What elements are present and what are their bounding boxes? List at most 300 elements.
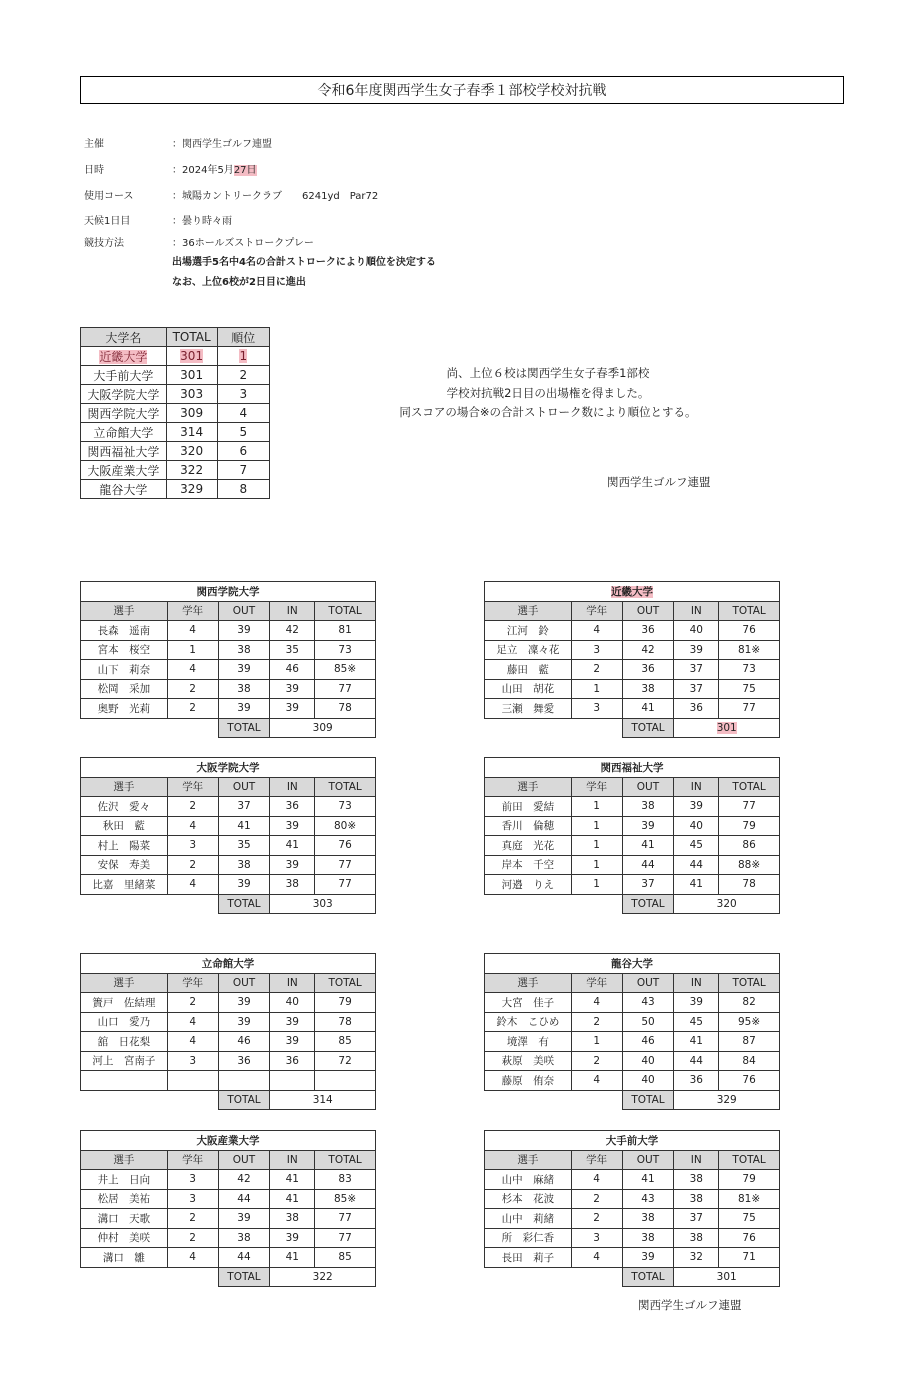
team-name-cell — [485, 1131, 780, 1151]
player-name: 岸本 千空 — [485, 855, 572, 875]
team-total-value-cell — [270, 1267, 376, 1287]
player-row — [485, 1209, 780, 1229]
player-name: 仲村 美咲 — [81, 1228, 168, 1248]
header-in: IN — [270, 973, 315, 993]
player-row — [81, 1248, 376, 1268]
player-grade: 4 — [571, 1248, 622, 1268]
header-total: TOTAL — [719, 777, 780, 797]
team-total-value: 301 — [716, 721, 737, 734]
ranking-row — [81, 366, 270, 385]
player-row — [485, 621, 780, 641]
player-grade: 2 — [571, 1189, 622, 1209]
header-grade: 学年 — [167, 601, 218, 621]
player-grade: 2 — [167, 993, 218, 1013]
team-total-row — [485, 1090, 780, 1110]
player-name: 松岡 采加 — [81, 679, 168, 699]
team-name: 大手前大学 — [605, 1134, 659, 1147]
ranking-rank-cell — [217, 347, 269, 366]
player-grade: 1 — [571, 679, 622, 699]
player-name: 足立 凜々花 — [485, 640, 572, 660]
player-name: 松居 美祐 — [81, 1189, 168, 1209]
player-row — [485, 836, 780, 856]
player-name — [81, 1071, 168, 1091]
player-in: 45 — [674, 1012, 719, 1032]
info-label-format: 競技方法 — [84, 238, 124, 249]
player-grade: 4 — [167, 1248, 218, 1268]
player-out — [218, 1071, 270, 1091]
player-grade: 3 — [167, 1189, 218, 1209]
player-in: 32 — [674, 1248, 719, 1268]
ranking-total: 329 — [166, 480, 217, 499]
player-grade: 4 — [571, 993, 622, 1013]
player-grade: 2 — [167, 1228, 218, 1248]
header-player: 選手 — [81, 777, 168, 797]
player-row — [485, 679, 780, 699]
player-out: 50 — [622, 1012, 674, 1032]
header-out: OUT — [622, 973, 674, 993]
team-header-row — [81, 973, 376, 993]
player-out: 41 — [622, 1170, 674, 1190]
player-row — [485, 1170, 780, 1190]
ranking-school: 立命館大学 — [81, 423, 167, 442]
ranking-total: 320 — [166, 442, 217, 461]
ranking-header-rank: 順位 — [217, 328, 269, 347]
header-out: OUT — [622, 777, 674, 797]
team-table — [80, 757, 376, 914]
info-value-organizer: ：関西学生ゴルフ連盟 — [172, 139, 272, 150]
player-out: 41 — [622, 836, 674, 856]
player-in: 40 — [674, 816, 719, 836]
ranking-row — [81, 385, 270, 404]
team-total-label: TOTAL — [218, 718, 270, 738]
player-in: 38 — [674, 1189, 719, 1209]
player-grade: 2 — [571, 1209, 622, 1229]
player-name: 真庭 光花 — [485, 836, 572, 856]
team-total-label: TOTAL — [622, 1267, 674, 1287]
info-value-format: ：36ホールズストロークプレー — [172, 238, 314, 249]
team-total-row — [485, 894, 780, 914]
player-row — [485, 1051, 780, 1071]
player-out: 38 — [218, 1228, 270, 1248]
player-in: 38 — [674, 1170, 719, 1190]
player-total: 77 — [719, 797, 780, 817]
player-out: 39 — [218, 621, 270, 641]
player-out: 39 — [218, 875, 270, 895]
player-out: 38 — [622, 1228, 674, 1248]
header-player: 選手 — [485, 1150, 572, 1170]
header-out: OUT — [622, 1150, 674, 1170]
player-name: 河上 宮南子 — [81, 1051, 168, 1071]
player-row — [81, 1189, 376, 1209]
player-out: 38 — [218, 855, 270, 875]
header-grade: 学年 — [571, 601, 622, 621]
player-in: 42 — [270, 621, 315, 641]
player-total: 77 — [315, 1228, 376, 1248]
player-row — [81, 1228, 376, 1248]
player-name: 萩原 美咲 — [485, 1051, 572, 1071]
player-row — [81, 855, 376, 875]
player-row — [81, 836, 376, 856]
player-name: 長田 莉子 — [485, 1248, 572, 1268]
team-total-value-cell — [674, 894, 780, 914]
player-grade: 1 — [571, 836, 622, 856]
player-total: 95※ — [719, 1012, 780, 1032]
player-row — [81, 1071, 376, 1091]
page-title: 令和6年度関西学生女子春季１部校学校対抗戦 — [317, 83, 607, 99]
player-name: 藤田 藍 — [485, 660, 572, 680]
player-grade: 2 — [167, 1209, 218, 1229]
info-label-course: 使用コース — [84, 191, 134, 202]
team-total-value: 301 — [716, 1270, 737, 1283]
player-row — [81, 640, 376, 660]
player-total: 81※ — [719, 1189, 780, 1209]
page-title-box — [80, 76, 844, 104]
player-out: 37 — [218, 797, 270, 817]
player-out: 39 — [622, 816, 674, 836]
player-grade: 4 — [167, 660, 218, 680]
team-table — [80, 581, 376, 738]
header-out: OUT — [218, 1150, 270, 1170]
player-in: 39 — [270, 816, 315, 836]
player-row — [485, 855, 780, 875]
player-out: 35 — [218, 836, 270, 856]
header-grade: 学年 — [167, 1150, 218, 1170]
team-name-row — [81, 954, 376, 974]
player-in: 40 — [270, 993, 315, 1013]
player-row — [81, 1051, 376, 1071]
player-name: 江河 鈴 — [485, 621, 572, 641]
header-in: IN — [270, 777, 315, 797]
blank-cell — [485, 718, 623, 738]
player-total: 85※ — [315, 660, 376, 680]
team-total-value-cell — [270, 894, 376, 914]
player-in: 39 — [270, 679, 315, 699]
player-out: 44 — [218, 1189, 270, 1209]
player-row — [81, 1170, 376, 1190]
player-grade: 4 — [571, 621, 622, 641]
player-grade: 4 — [167, 1012, 218, 1032]
team-name-row — [81, 582, 376, 602]
player-name: 大宮 佳子 — [485, 993, 572, 1013]
player-in: 38 — [270, 1209, 315, 1229]
header-out: OUT — [218, 601, 270, 621]
qualification-notes — [360, 364, 736, 423]
player-out: 37 — [622, 875, 674, 895]
date-prefix: ：2024年5月 — [172, 165, 234, 176]
player-in: 41 — [674, 875, 719, 895]
ranking-rank: 2 — [217, 366, 269, 385]
player-name: 奥野 光莉 — [81, 699, 168, 719]
ranking-header-row — [81, 328, 270, 347]
player-in: 37 — [674, 1209, 719, 1229]
team-name-cell — [485, 758, 780, 778]
player-out: 38 — [622, 679, 674, 699]
team-total-row — [81, 718, 376, 738]
player-name: 山口 愛乃 — [81, 1012, 168, 1032]
team-name: 龍谷大学 — [611, 957, 653, 970]
player-out: 39 — [218, 1012, 270, 1032]
team-total-value: 309 — [312, 721, 333, 734]
player-row — [485, 699, 780, 719]
team-name: 関西福祉大学 — [600, 761, 664, 774]
ranking-total-cell — [166, 347, 217, 366]
player-grade: 1 — [571, 816, 622, 836]
player-grade: 3 — [167, 836, 218, 856]
player-total: 84 — [719, 1051, 780, 1071]
team-total-label: TOTAL — [622, 718, 674, 738]
player-grade: 2 — [167, 699, 218, 719]
player-out: 39 — [218, 1209, 270, 1229]
player-out: 39 — [218, 699, 270, 719]
team-total-value-cell — [674, 718, 780, 738]
player-grade: 1 — [571, 875, 622, 895]
team-header-row — [81, 601, 376, 621]
player-row — [81, 1012, 376, 1032]
header-total: TOTAL — [315, 601, 376, 621]
team-total-label: TOTAL — [218, 894, 270, 914]
player-grade: 4 — [167, 816, 218, 836]
player-name: 佐沢 愛々 — [81, 797, 168, 817]
player-out: 36 — [622, 621, 674, 641]
team-total-value-cell — [270, 718, 376, 738]
team-name-cell — [485, 582, 780, 602]
player-total: 78 — [315, 699, 376, 719]
ranking-table — [80, 327, 270, 499]
ranking-school: 大阪産業大学 — [81, 461, 167, 480]
ranking-rank: 5 — [217, 423, 269, 442]
team-total-row — [485, 718, 780, 738]
team-header-row — [485, 777, 780, 797]
org-signature: 関西学生ゴルフ連盟 — [607, 475, 711, 489]
player-grade: 4 — [571, 1170, 622, 1190]
header-in: IN — [674, 973, 719, 993]
team-table — [80, 1130, 376, 1287]
player-total: 77 — [719, 699, 780, 719]
method-note-2: なお、上位6校が2日目に進出 — [172, 277, 306, 288]
player-total: 73 — [315, 640, 376, 660]
player-in: 39 — [270, 855, 315, 875]
header-in: IN — [674, 1150, 719, 1170]
ranking-row — [81, 423, 270, 442]
team-name-row — [81, 1131, 376, 1151]
header-total: TOTAL — [719, 601, 780, 621]
header-total: TOTAL — [315, 777, 376, 797]
player-name: 比嘉 里緒菜 — [81, 875, 168, 895]
header-grade: 学年 — [571, 777, 622, 797]
ranking-total: 322 — [166, 461, 217, 480]
player-row — [81, 875, 376, 895]
player-total: 86 — [719, 836, 780, 856]
player-total: 85 — [315, 1248, 376, 1268]
team-name-row — [485, 758, 780, 778]
team-name-cell — [81, 758, 376, 778]
header-out: OUT — [218, 973, 270, 993]
ranking-row — [81, 480, 270, 499]
ranking-rank: 8 — [217, 480, 269, 499]
player-in: 41 — [270, 1170, 315, 1190]
player-name: 境澤 有 — [485, 1032, 572, 1052]
player-name: 井上 日向 — [81, 1170, 168, 1190]
team-total-label: TOTAL — [218, 1090, 270, 1110]
team-total-row — [81, 1267, 376, 1287]
player-row — [485, 1071, 780, 1091]
player-total: 77 — [315, 855, 376, 875]
player-row — [485, 1012, 780, 1032]
header-out: OUT — [218, 777, 270, 797]
player-row — [485, 640, 780, 660]
header-total: TOTAL — [719, 1150, 780, 1170]
player-name: 秋田 藍 — [81, 816, 168, 836]
player-in: 39 — [674, 993, 719, 1013]
team-table — [484, 581, 780, 738]
player-in: 44 — [674, 855, 719, 875]
player-in: 36 — [270, 1051, 315, 1071]
player-out: 38 — [218, 679, 270, 699]
player-in: 45 — [674, 836, 719, 856]
player-total: 82 — [719, 993, 780, 1013]
ranking-school: 大手前大学 — [81, 366, 167, 385]
player-total: 76 — [719, 621, 780, 641]
player-grade: 2 — [167, 797, 218, 817]
player-out: 38 — [218, 640, 270, 660]
player-in: 37 — [674, 660, 719, 680]
note-line-1: 尚、上位６校は関西学生女子春季1部校 — [446, 366, 650, 380]
player-in: 40 — [674, 621, 719, 641]
team-name: 大阪産業大学 — [196, 1134, 260, 1147]
player-row — [81, 993, 376, 1013]
player-out: 42 — [622, 640, 674, 660]
team-total-row — [81, 1090, 376, 1110]
player-total: 73 — [719, 660, 780, 680]
info-value-date — [172, 161, 257, 176]
player-row — [81, 797, 376, 817]
player-name: 三瀬 舞愛 — [485, 699, 572, 719]
team-total-value-cell — [674, 1267, 780, 1287]
date-highlight: 27日 — [233, 165, 257, 176]
header-in: IN — [270, 601, 315, 621]
player-out: 46 — [218, 1032, 270, 1052]
player-total: 81 — [315, 621, 376, 641]
ranking-rank: 6 — [217, 442, 269, 461]
player-in: 35 — [270, 640, 315, 660]
header-grade: 学年 — [167, 777, 218, 797]
player-total — [315, 1071, 376, 1091]
player-total: 80※ — [315, 816, 376, 836]
header-player: 選手 — [81, 973, 168, 993]
player-out: 43 — [622, 1189, 674, 1209]
player-in — [270, 1071, 315, 1091]
ranking-rank: 7 — [217, 461, 269, 480]
team-name: 関西学院大学 — [196, 585, 260, 598]
player-name: 村上 陽菜 — [81, 836, 168, 856]
player-total: 83 — [315, 1170, 376, 1190]
player-grade: 2 — [167, 679, 218, 699]
player-grade: 4 — [167, 621, 218, 641]
player-total: 77 — [315, 679, 376, 699]
player-in: 36 — [674, 1071, 719, 1091]
team-name-row — [485, 582, 780, 602]
player-row — [81, 1209, 376, 1229]
header-player: 選手 — [485, 973, 572, 993]
header-grade: 学年 — [571, 1150, 622, 1170]
player-in: 44 — [674, 1051, 719, 1071]
header-total: TOTAL — [315, 1150, 376, 1170]
ranking-school-cell — [81, 347, 167, 366]
player-name: 鈴木 こひめ — [485, 1012, 572, 1032]
info-value-weather: ：曇り時々雨 — [172, 216, 232, 227]
team-name: 近畿大学 — [611, 585, 653, 598]
info-label-date: 日時 — [84, 165, 104, 176]
player-grade: 2 — [571, 1051, 622, 1071]
player-in: 41 — [270, 1189, 315, 1209]
player-row — [485, 1228, 780, 1248]
player-grade: 1 — [167, 640, 218, 660]
player-grade: 3 — [571, 1228, 622, 1248]
player-total: 79 — [719, 1170, 780, 1190]
player-name: 藤原 侑奈 — [485, 1071, 572, 1091]
player-total: 85※ — [315, 1189, 376, 1209]
player-row — [485, 1032, 780, 1052]
player-out: 39 — [218, 660, 270, 680]
player-row — [81, 699, 376, 719]
player-out: 40 — [622, 1051, 674, 1071]
player-name: 溝口 天歌 — [81, 1209, 168, 1229]
blank-cell — [81, 894, 219, 914]
player-out: 42 — [218, 1170, 270, 1190]
ranking-total: 301 — [166, 366, 217, 385]
player-out: 36 — [218, 1051, 270, 1071]
team-name: 立命館大学 — [201, 957, 255, 970]
player-in: 38 — [270, 875, 315, 895]
team-total-row — [485, 1267, 780, 1287]
player-total: 77 — [315, 1209, 376, 1229]
team-total-value: 314 — [312, 1093, 333, 1106]
player-in: 41 — [270, 1248, 315, 1268]
team-total-value: 329 — [716, 1093, 737, 1106]
ranking-header-school: 大学名 — [81, 328, 167, 347]
player-row — [485, 1189, 780, 1209]
player-total: 81※ — [719, 640, 780, 660]
player-total: 72 — [315, 1051, 376, 1071]
team-name-cell — [81, 954, 376, 974]
team-table — [484, 953, 780, 1110]
team-header-row — [81, 1150, 376, 1170]
blank-cell — [81, 1090, 219, 1110]
player-grade — [167, 1071, 218, 1091]
ranking-school: 大阪学院大学 — [81, 385, 167, 404]
player-grade: 4 — [167, 875, 218, 895]
team-total-value-cell — [270, 1090, 376, 1110]
player-in: 39 — [674, 640, 719, 660]
player-out: 44 — [218, 1248, 270, 1268]
team-header-row — [485, 1150, 780, 1170]
player-row — [81, 621, 376, 641]
player-in: 39 — [270, 1032, 315, 1052]
header-in: IN — [674, 777, 719, 797]
player-grade: 2 — [571, 660, 622, 680]
player-total: 73 — [315, 797, 376, 817]
ranking-row — [81, 404, 270, 423]
player-in: 39 — [270, 1012, 315, 1032]
player-total: 71 — [719, 1248, 780, 1268]
player-total: 87 — [719, 1032, 780, 1052]
player-grade: 1 — [571, 1032, 622, 1052]
header-grade: 学年 — [167, 973, 218, 993]
team-total-label: TOTAL — [622, 894, 674, 914]
team-total-row — [81, 894, 376, 914]
player-row — [485, 993, 780, 1013]
blank-cell — [81, 1267, 219, 1287]
